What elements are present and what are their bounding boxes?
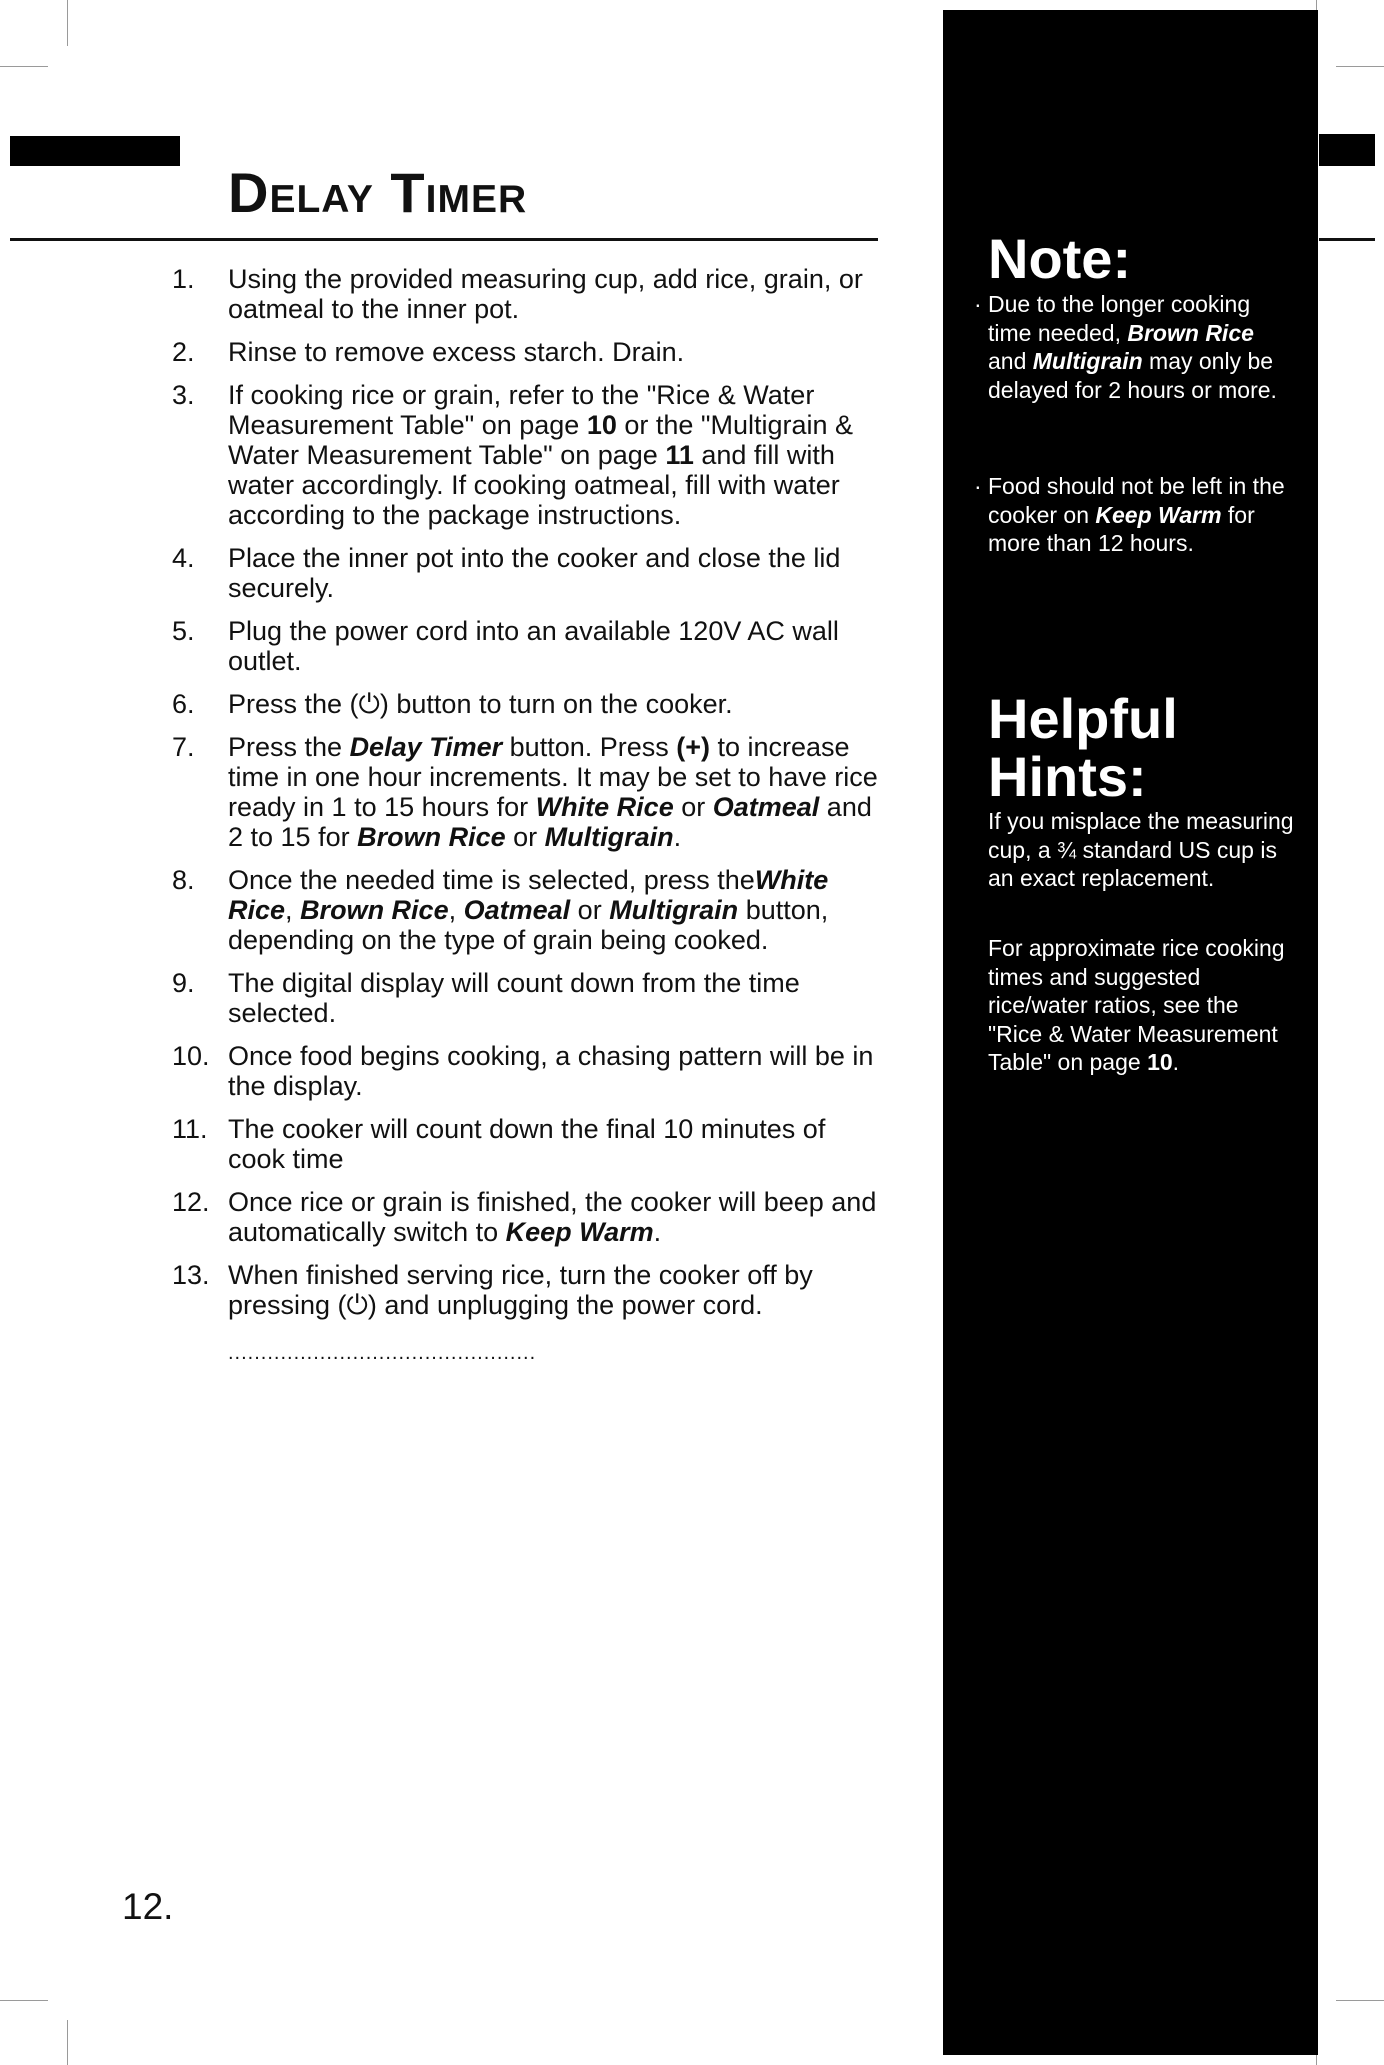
list-item: 11. The cooker will count down the final 10 minutes of cook time — [172, 1114, 826, 1174]
list-item: 7. Press the Delay Timer button. Press (+) to increase time in one hour increments. It may be set to have rice ready in 1 to 15 hours for White Rice or Oatmeal and 2 to 15 for Brown Rice or Multigrain. — [172, 732, 878, 852]
note-item: · Due to the longer cooking time needed, Brown Rice and Multigrain may only be delayed for 2 hours or more. — [974, 291, 1277, 403]
list-item: 13. When finished serving rice, turn the cooker off by pressing (⏻) and unplugging the power cord. — [172, 1260, 813, 1320]
crop-mark — [1336, 66, 1384, 67]
list-item: 2. Rinse to remove excess starch. Drain. — [172, 337, 685, 367]
list-item: 5. Plug the power cord into an available 120V AC wall outlet. — [172, 616, 839, 676]
crop-mark — [67, 0, 68, 46]
list-item: 9. The digital display will count down from the time selected. — [172, 968, 800, 1028]
dotted-divider: ............................................... — [228, 1342, 537, 1364]
hint-item: If you misplace the measuring cup, a ¾ standard US cup is an exact replacement. — [988, 808, 1294, 891]
list-item: 12. Once rice or grain is finished, the cooker will beep and automatically switch to Keep Warm. — [172, 1187, 877, 1247]
crop-mark — [0, 2000, 48, 2001]
title-rule-right — [1319, 238, 1375, 241]
crop-mark — [1336, 2000, 1384, 2001]
sidebar-panel — [943, 10, 1318, 2055]
list-item: 4. Place the inner pot into the cooker and close the lid securely. — [172, 543, 841, 603]
list-item: 6. Press the (⏻) button to turn on the cooker. — [172, 689, 733, 719]
hints-title: Helpful Hints: — [988, 687, 1178, 808]
note-title: Note: — [988, 227, 1132, 290]
list-item: 10. Once food begins cooking, a chasing pattern will be in the display. — [172, 1041, 874, 1101]
header-bar — [10, 136, 180, 166]
list-item: 3. If cooking rice or grain, refer to the "Rice & Water Measurement Table" on page 10 or the "Multigrain & Water Measurement Table" on page 11 and fill with water accordingly. If cooking oatmeal, fill with water according to the package instructions. — [172, 380, 854, 530]
crop-mark — [0, 66, 48, 67]
header-bar-right — [1319, 134, 1375, 166]
page-title: Delay Timer — [228, 161, 528, 224]
title-rule — [10, 238, 878, 241]
note-item: · Food should not be left in the cooker on Keep Warm for more than 12 hours. — [974, 473, 1285, 556]
steps-list — [172, 264, 882, 1333]
page-number: 12. — [122, 1886, 174, 1927]
crop-mark — [67, 2020, 68, 2065]
hint-item: For approximate rice cooking times and suggested rice/water ratios, see the "Rice & Water Measurement Table" on page 10. — [988, 935, 1285, 1075]
list-item: 8. Once the needed time is selected, press theWhite Rice, Brown Rice, Oatmeal or Multigrain button, depending on the type of grain being cooked. — [172, 865, 829, 955]
list-item: 1. Using the provided measuring cup, add rice, grain, or oatmeal to the inner pot. — [172, 264, 863, 324]
